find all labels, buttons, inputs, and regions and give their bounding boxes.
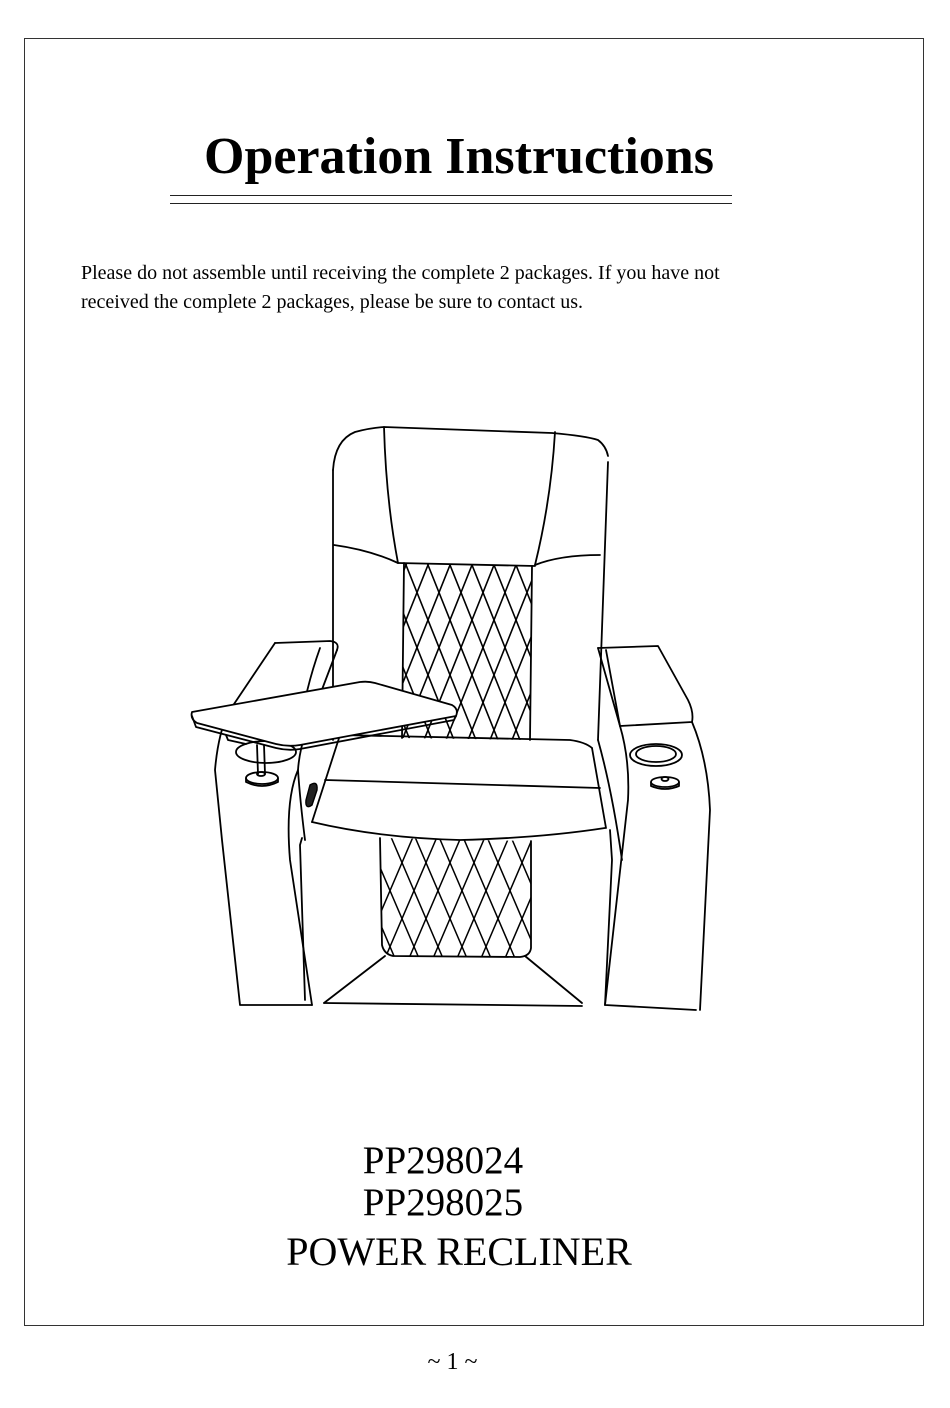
page-title: Operation Instructions [204,128,714,185]
power-button [306,783,317,806]
model-number-2: PP298025 [362,1181,524,1224]
footrest [300,830,612,1006]
left-cup-holder [236,741,296,786]
tray-table [192,682,457,750]
seat-cushion [312,735,606,840]
product-name: POWER RECLINER [286,1229,632,1274]
model-number-1: PP298024 [362,1139,524,1182]
right-cup-holder [630,744,682,789]
notice-line-2: received the complete 2 packages, please be sure to contact us. [81,291,584,313]
notice-line-1: Please do not assemble until receiving the complete 2 packages. If you have not [81,262,720,284]
page-number: ~ 1 ~ [427,1349,478,1375]
right-armrest [598,646,710,1010]
